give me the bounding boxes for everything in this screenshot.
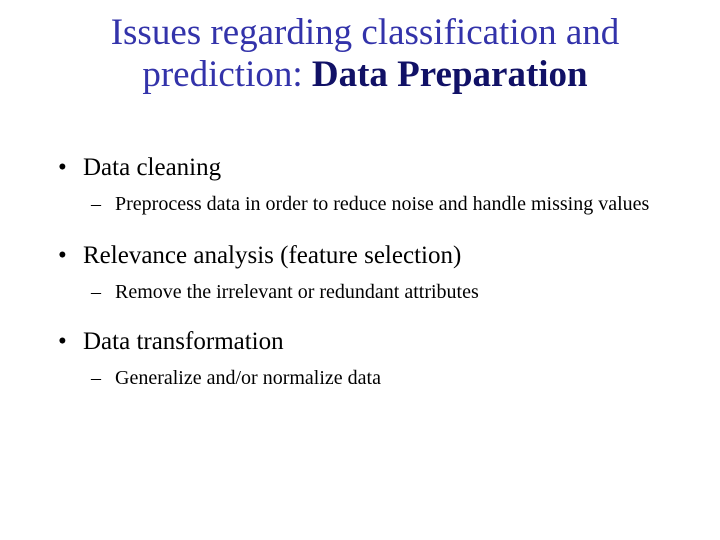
- sub-bullet-generalize: [58, 365, 698, 392]
- sub-bullet-text: Remove the irrelevant or redundant attributes: [115, 281, 479, 303]
- bullet-relevance-analysis: [58, 240, 698, 272]
- bullet-marker: •: [58, 242, 67, 269]
- bullet-marker: •: [58, 154, 67, 181]
- slide-title: [40, 12, 690, 96]
- bullet-data-cleaning: [58, 152, 698, 184]
- sub-bullet-marker: –: [91, 281, 101, 303]
- title-line-2-bold: Data Preparation: [311, 54, 588, 95]
- sub-bullet-preprocess: [58, 191, 698, 218]
- sub-bullet-text: Preprocess data in order to reduce noise and handle missing values: [115, 193, 650, 215]
- bullet-data-transformation: [58, 326, 698, 358]
- sub-bullet-marker: –: [91, 193, 101, 215]
- sub-bullet-marker: –: [91, 367, 101, 389]
- bullet-text: Data transformation: [83, 328, 284, 355]
- slide-body: [58, 152, 698, 392]
- sub-bullet-remove-irrelevant: [58, 279, 698, 306]
- title-line-1: Issues regarding classification and: [110, 12, 620, 53]
- title-line-2-normal: prediction:: [142, 54, 312, 95]
- bullet-text: Relevance analysis (feature selection): [83, 242, 462, 269]
- sub-bullet-text: Generalize and/or normalize data: [115, 367, 381, 389]
- bullet-marker: •: [58, 328, 67, 355]
- bullet-text: Data cleaning: [83, 154, 222, 181]
